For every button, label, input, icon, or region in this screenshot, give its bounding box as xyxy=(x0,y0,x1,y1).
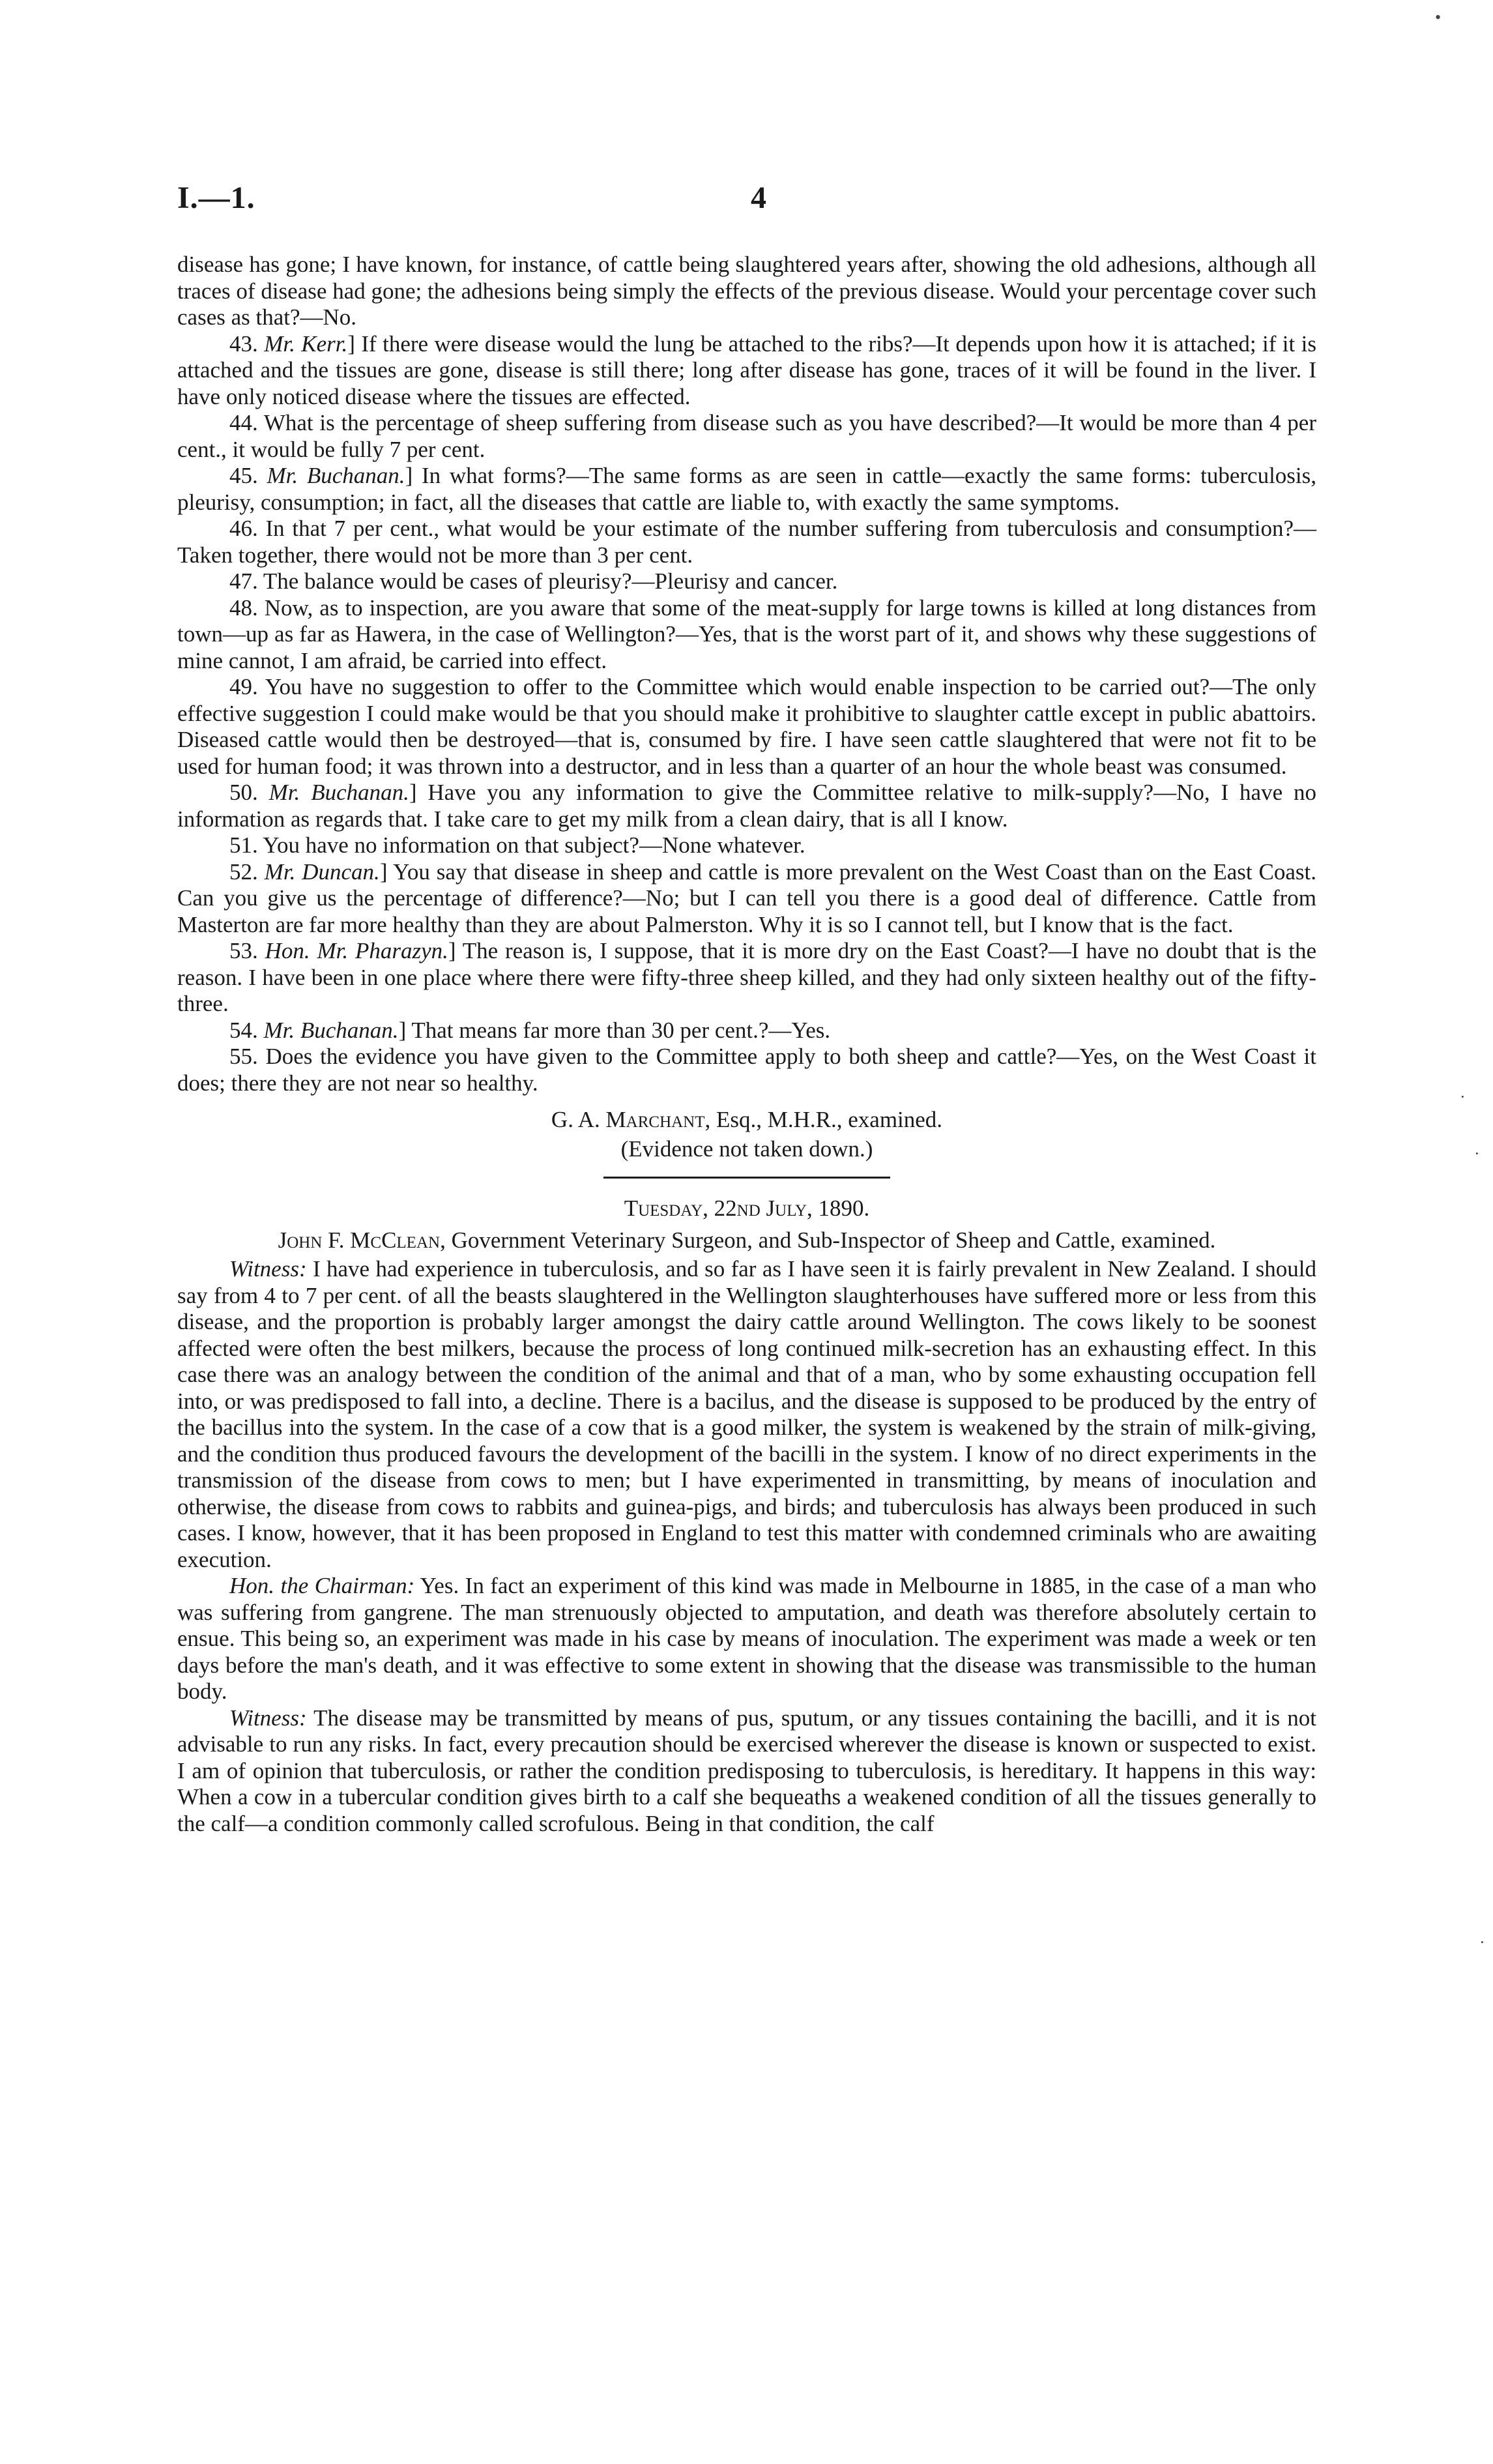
paragraph-49: 49. You have no suggestion to offer to the Committee which would enable inspection to be carried out?—The only effective suggestion I could make would be that you should make it prohibitive to slaughter cattle except in public abattoirs. Diseased cattle would then be destroyed—that is, consumed by fire. I have seen cattle slaughtered that were not fit to be used for human food; it was thrown into a destructor, and in less than a quarter of an hour the whole beast was consumed. xyxy=(177,674,1316,779)
scan-speck: · xyxy=(1479,1933,1485,1952)
date-heading: Tuesday, 22nd July, 1890. xyxy=(624,1195,870,1221)
paragraph-51: 51. You have no information on that subject?—None whatever. xyxy=(229,832,805,858)
paragraph-0: disease has gone; I have known, for instance, of cattle being slaughtered years after, showing the old adhesions, although all traces of disease had gone; the adhesions being simply the effects of the previous disease. Would your percentage cover such cases as that?—No. xyxy=(177,252,1316,330)
speaker: Hon. Mr. Pharazyn. xyxy=(265,938,448,963)
paper-code: I.—1. xyxy=(177,181,255,215)
evidence-note: (Evidence not taken down.) xyxy=(620,1136,873,1162)
witness-heading: G. A. Marchant, Esq., M.H.R., examined. xyxy=(551,1107,943,1132)
paragraph-52: 52. Mr. Duncan.] You say that disease in sheep and cattle is more prevalent on the West Coast than on the East Coast. Can you give us the percentage of difference?—No; but I can tell you there is a good deal of difference. Cattle from Masterton are far more healthy than they are about Palmerston. Why it is so I cannot tell, but I know that is the fact. xyxy=(177,858,1316,937)
section-divider xyxy=(603,1177,890,1179)
speaker: Mr. Buchanan. xyxy=(268,780,409,805)
speaker: Witness: xyxy=(229,1705,307,1731)
testimony-paragraph: Hon. the Chairman: Yes. In fact an experiment of this kind was made in Melbourne in 1885, in the case of a man who was suffering from gangrene. The man strenuously objected to amputation, and death was therefore absolutely certain to ensue. This being so, an experiment was made in his case by means of inoculation. The experiment was made a week or ten days before the man's death, and it was effective to some extent in showing that the disease was transmissible to the human body. xyxy=(177,1573,1316,1704)
paragraph-53: 53. Hon. Mr. Pharazyn.] The reason is, I suppose, that it is more dry on the East Coast?—I have no doubt that is the reason. I have been in one place where there were fifty-three sheep killed, and they had only sixteen healthy out of the fifty-three. xyxy=(177,938,1317,1016)
paragraph-43: 43. Mr. Kerr.] If there were disease would the lung be attached to the ribs?—It depends upon how it is attached; if it is attached and the tissues are gone, disease is still there; long after disease has gone, traces of it will be found in the liver. I have only noticed disease where the tissues are effected. xyxy=(177,330,1317,409)
speaker: Mr. Buchanan. xyxy=(263,1017,399,1043)
paragraph-55: 55. Does the evidence you have given to the Committee apply to both sheep and cattle?—Yes, on the West Coast it does; there they are not near so healthy. xyxy=(177,1044,1316,1096)
witness-heading: John F. McClean, Government Veterinary Surgeon, and Sub-Inspector of Sheep and Cattle, examined. xyxy=(278,1227,1216,1253)
witness-name: G. A. Marchant xyxy=(551,1107,705,1132)
speaker: Mr. Buchanan. xyxy=(267,463,405,488)
witness-name: John F. McClean xyxy=(278,1227,441,1253)
page-number: 4 xyxy=(751,181,766,215)
speaker: Witness: xyxy=(229,1256,307,1282)
testimony-paragraph: Witness: I have had experience in tuberculosis, and so far as I have seen it is fairly prevalent in New Zealand. I should say from 4 to 7 per cent. of all the beasts slaughtered in the Wellington slaughterhouses have suffered more or less from this disease, and the proportion is probably larger amongst the dairy cattle around Wellington. The cows likely to be soonest affected were often the best milkers, because the process of long continued milk-secretion has an exhausting effect. In this case there was an analogy between the condition of the animal and that of a man, who by some exhausting occupation fell into, or was predisposed to fall into, a decline. There is a bacilus, and the disease is supposed to be produced by the entry of the bacillus into the system. In the case of a cow that is a good milker, the system is weakened by the strain of milk-giving, and the condition thus produced favours the development of the bacilli in the system. I know of no direct experiments in the transmission of the disease from cows to men; but I have experimented in transmitting, by means of inoculation and otherwise, the disease from cows to rabbits and guinea-pigs, and birds; and tuberculosis has always been produced in such cases. I know, however, that it has been proposed in England to test this matter with condemned criminals who are awaiting execution. xyxy=(177,1256,1316,1572)
speaker: Mr. Kerr. xyxy=(264,330,348,357)
scan-speck: · xyxy=(1460,1087,1466,1106)
paragraph-50: 50. Mr. Buchanan.] Have you any information to give the Committee relative to milk-supply?—No, I have no information as regards that. I take care to get my milk from a clean dairy, that is all I know. xyxy=(177,780,1317,832)
paragraph-44: 44. What is the percentage of sheep suffering from disease such as you have described?—It would be more than 4 per cent., it would be fully 7 per cent. xyxy=(177,410,1316,462)
paragraph-45: 45. Mr. Buchanan.] In what forms?—The same forms as are seen in cattle—exactly the same forms: tuberculosis, pleurisy, consumption; in fact, all the diseases that cattle are liable to, with exactly the same symptoms. xyxy=(177,463,1317,515)
speaker: Hon. the Chairman: xyxy=(229,1573,415,1598)
speaker: Mr. Duncan. xyxy=(264,858,380,885)
paragraph-48: 48. Now, as to inspection, are you aware that some of the meat-supply for large towns is killed at long distances from town—up as far as Hawera, in the case of Wellington?—Yes, that is the worst part of it, and shows why these suggestions of mine cannot, I am afraid, be carried into effect. xyxy=(177,594,1316,673)
paragraph-47: 47. The balance would be cases of pleurisy?—Pleurisy and cancer. xyxy=(229,568,838,594)
paragraph-54: 54. Mr. Buchanan.] That means far more than 30 per cent.?—Yes. xyxy=(229,1017,831,1043)
testimony-paragraph: Witness: The disease may be transmitted by means of pus, sputum, or any tissues containing the bacilli, and it is not advisable to run any risks. In fact, every precaution should be exercised wherever the disease is known or suspected to exist. I am of opinion that tuberculosis, or rather the condition predisposing to tuberculosis, is hereditary. It happens in this way: When a cow in a tubercular condition gives birth to a calf she bequeaths a weakened condition of all the tissues generally to the calf—a condition commonly called scrofulous. Being in that condition, the calf xyxy=(177,1705,1316,1836)
scan-speck: · xyxy=(1474,1144,1480,1163)
paragraph-46: 46. In that 7 per cent., what would be your estimate of the number suffering from tuberculosis and consumption?—Taken together, there would not be more than 3 per cent. xyxy=(177,516,1316,568)
scan-speck: • xyxy=(1435,8,1442,27)
document-body xyxy=(177,252,1316,1837)
